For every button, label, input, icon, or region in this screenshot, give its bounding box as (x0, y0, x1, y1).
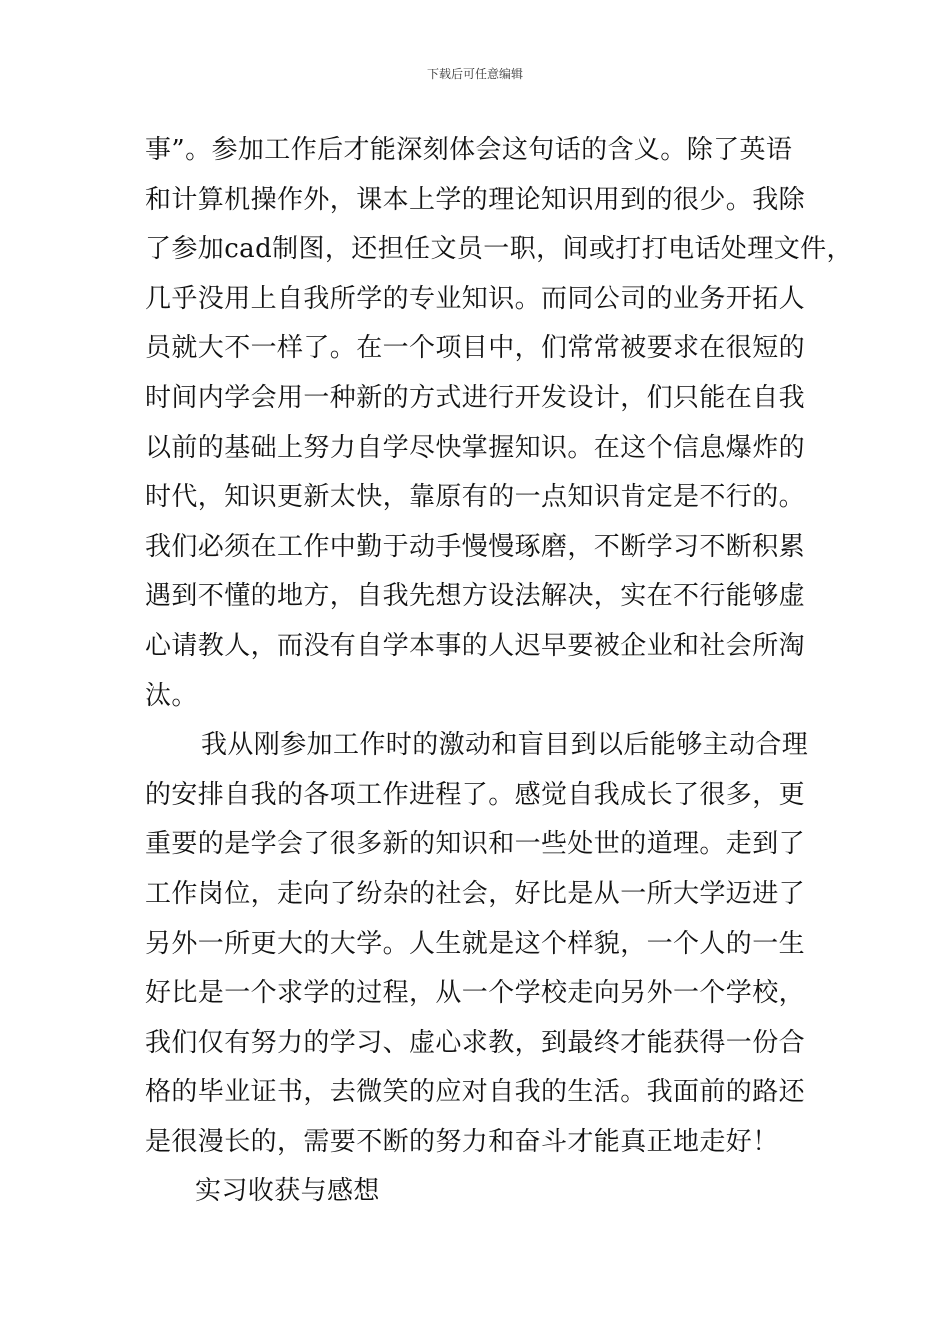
text-line: 员就大不一样了。在一个项目中，们常常被要求在很短的 (145, 333, 806, 364)
text-line: 以前的基础上努力自学尽快掌握知识。在这个信息爆炸的 (145, 432, 806, 463)
text-line: 重要的是学会了很多新的知识和一些处世的道理。走到了 (145, 829, 806, 860)
text-line: 是很漫长的，需要不断的努力和奋斗才能真正地走好！ (145, 1126, 779, 1157)
text-line: 事”。参加工作后才能深刻体会这句话的含义。除了英语 (145, 135, 793, 165)
text-line: 了参加cad制图，还担任文员一职，间或打打电话处理文件， (145, 234, 853, 265)
section-heading: 实习收获与感想 (195, 1176, 380, 1207)
text-line: 几乎没用上自我所学的专业知识。而同公司的业务开拓人 (145, 283, 806, 314)
text-line: 好比是一个求学的过程，从一个学校走向另外一个学校， (145, 978, 806, 1009)
text-line: 心请教人，而没有自学本事的人迟早要被企业和社会所淘 (145, 630, 806, 661)
text-line: 工作岗位，走向了纷杂的社会，好比是从一所大学迈进了 (145, 878, 806, 909)
text-line: 时代，知识更新太快，靠原有的一点知识肯定是不行的。 (145, 482, 806, 513)
text-line: 时间内学会用一种新的方式进行开发设计，们只能在自我 (145, 382, 806, 413)
text-line: 格的毕业证书，去微笑的应对自我的生活。我面前的路还 (145, 1077, 806, 1108)
text-line: 汰。 (145, 680, 198, 711)
text-line: 和计算机操作外，课本上学的理论知识用到的很少。我除 (145, 184, 806, 215)
text-line: 的安排自我的各项工作进程了。感觉自我成长了很多，更 (145, 779, 806, 810)
page-header: 下载后可任意编辑 (426, 67, 523, 81)
text-line: 我们仅有努力的学习、虚心求教，到最终才能获得一份合 (145, 1027, 806, 1058)
text-line: 我们必须在工作中勤于动手慢慢琢磨，不断学习不断积累 (145, 531, 806, 562)
text-line: 另外一所更大的大学。人生就是这个样貌，一个人的一生 (145, 928, 806, 959)
text-line: 遇到不懂的地方，自我先想方设法解决，实在不行能够虚 (145, 581, 806, 612)
paragraph-start-line: 我从刚参加工作时的激动和盲目到以后能够主动合理 (201, 730, 809, 761)
document-body (145, 126, 853, 1217)
